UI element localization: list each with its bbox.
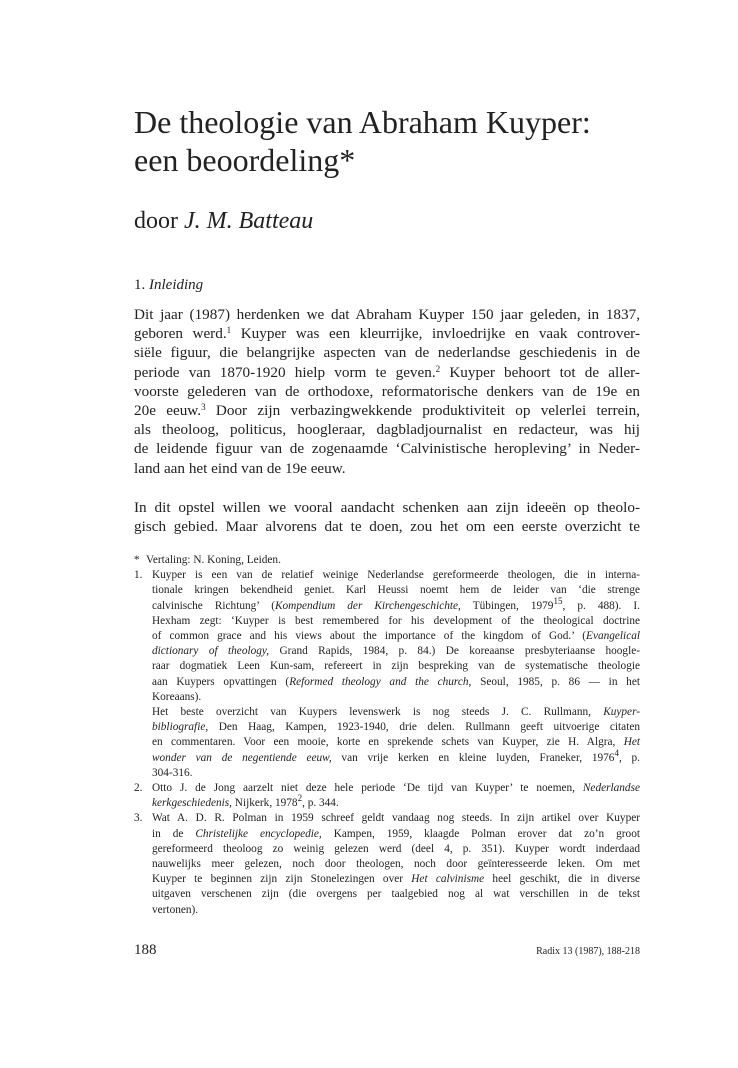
footnote-2	[134, 781, 640, 811]
body-line: als theoloog, politicus, hoogleraar, dagbladjournalist en redacteur, was hij	[134, 421, 640, 439]
footnote-mark: 3.	[134, 812, 143, 825]
footnote-line: of common grace and his views about the importance of the kingdom of God.’ (Evangelical	[152, 630, 640, 643]
footnote-line: en commentaren. Voor een mooie, korte en sprekende schets van Kuyper, zie H. Algra, Het	[152, 736, 640, 749]
footnote-line: aan Kuypers opvattingen (Reformed theology and the church, Seoul, 1985, p. 86 — in het	[152, 675, 640, 688]
footnote-line: Hexham zegt: ‘Kuyper is best remembered for his development of the theological doctrine	[152, 614, 640, 627]
byline-prefix: door	[134, 208, 184, 234]
body-line: periode van 1870-1920 hielp vorm te geven.$^2$ Kuyper behoort tot de aller-	[134, 363, 640, 381]
body-line: 20e eeuw.$^3$ Door zijn verbazingwekkende produktiviteit op velerlei terrein,	[134, 402, 640, 420]
footnote-line: dictionary of theology, Grand Rapids, 1984, p. 84.) De koreaanse presbyteriaanse hoogle-	[152, 645, 640, 658]
footnote-line: uitgaven verschenen zijn (die overgens per taalgebied nog al wat verschillen in de tekst	[152, 888, 640, 901]
footnote-mark: *	[134, 554, 140, 566]
body-line: siële figuur, die belangrijke aspecten van de nederlandse geschiedenis in de	[134, 344, 640, 362]
footnote-line: 304-316.	[152, 766, 193, 779]
footnotes	[134, 553, 640, 918]
page-number: 188	[134, 942, 157, 958]
body-line: voorste gelederen van de orthodoxe, reformatorische denkers van de 19e en	[134, 382, 640, 400]
author-name: J. M. Batteau	[184, 208, 314, 234]
intro-paragraph	[134, 305, 640, 478]
footnote-line: Koreaans).	[152, 690, 202, 703]
footnote-line: nauwelijks meer gelezen, noch door theologen, noch door geïnteresseerde leken. Om met	[152, 858, 640, 871]
footnote-ref-1: 1	[226, 325, 232, 336]
section-heading	[134, 275, 203, 295]
body-line: Dit jaar (1987) herdenken we dat Abraham Kuyper 150 jaar geleden, in 1837,	[134, 306, 640, 323]
footnote-line: Kuyper te beginnen zijn zijn Stonelezingen over Het calvinisme heel geschikt, die in diverse	[152, 873, 640, 886]
body-line: gisch gebied. Maar alvorens dat te doen, zou het om een eerste overzicht te	[134, 518, 640, 536]
footnote-line: vertonen).	[152, 903, 199, 916]
footnote-1-continued	[134, 705, 640, 781]
body-line: de leidende figuur van de zogenaamde ‘Calvinistische heropleving’ in Neder-	[134, 440, 640, 458]
footnote-line: raar dogmatiek Leen Kun-sam, refereert in zijn bespreking van de systematische theologie	[152, 660, 640, 673]
journal-citation: Radix 13 (1987), 188-218	[536, 946, 640, 957]
footnote-line: calvinische Richtung’ (Kompendium der Kirchengeschichte, Tübingen, 1979$^{15}$, p. 488). I.	[152, 595, 640, 612]
byline	[134, 207, 313, 235]
footnote-line: Vertaling: N. Koning, Leiden.	[146, 554, 281, 566]
footnote-line: gereformeerd theoloog zo weinig gelezen werd (deel 4, p. 351). Kuyper wordt inderdaad	[152, 842, 640, 855]
footnote-ref-3: 3	[201, 402, 206, 413]
footnote-line: tionale kringen bekendheid geniet. Karl Heussi noemt hem de leider van ‘die strenge	[152, 584, 640, 597]
footnote-ref-2: 2	[435, 363, 441, 374]
footnote-line: Kuyper is een van de relatief weinige Nederlandse gereformeerde theologen, die in interna-	[152, 569, 640, 582]
footnote-line: wonder van de negentiende eeuw, van vrije kerken en kleine luyden, Franeker, 1976$^4$, p.	[152, 747, 640, 764]
footnote-line: in de Christelijke encyclopedie, Kampen, 1959, klaagde Polman erover dat zo’n groot	[152, 827, 640, 840]
footnote-line: bibliografie, Den Haag, Kampen, 1923-1940, drie delen. Rullmann geeft uitvoerige citaten	[152, 721, 640, 734]
body-line: In dit opstel willen we vooral aandacht schenken aan zijn ideeën op theolo-	[134, 499, 640, 516]
body-line: land aan het eind van de 19e eeuw.	[134, 459, 346, 477]
footnote-1	[134, 568, 640, 705]
footnote-line: Wat A. D. R. Polman in 1959 schreef geldt vandaag nog steeds. In zijn artikel over Kuyper	[152, 812, 640, 825]
title-line-2: een beoordeling*	[134, 142, 356, 178]
footnote-3	[134, 811, 640, 917]
footnote-line: kerkgeschiedenis, Nijkerk, 1978$^2$, p. 344.	[152, 793, 339, 810]
footnote-mark: 2.	[134, 782, 143, 795]
title-line-1: De theologie van Abraham Kuyper:	[134, 104, 591, 140]
footnote-line: Het beste overzicht van Kuypers levenswerk is nog steeds J. C. Rullmann, Kuyper-	[152, 706, 640, 719]
body-line: geboren werd.$^1$ Kuyper was een kleurrijke, invloedrijke en vaak controver-	[134, 325, 640, 343]
section-title: Inleiding	[149, 277, 204, 293]
footnote-star	[134, 553, 640, 568]
footnote-mark: 1.	[134, 569, 143, 582]
article-title	[134, 103, 674, 179]
second-paragraph	[134, 498, 640, 536]
section-number: 1.	[134, 277, 146, 293]
footnote-line: Otto J. de Jong aarzelt niet deze hele periode ‘De tijd van Kuyper’ te noemen, Nederlandse	[152, 782, 640, 795]
